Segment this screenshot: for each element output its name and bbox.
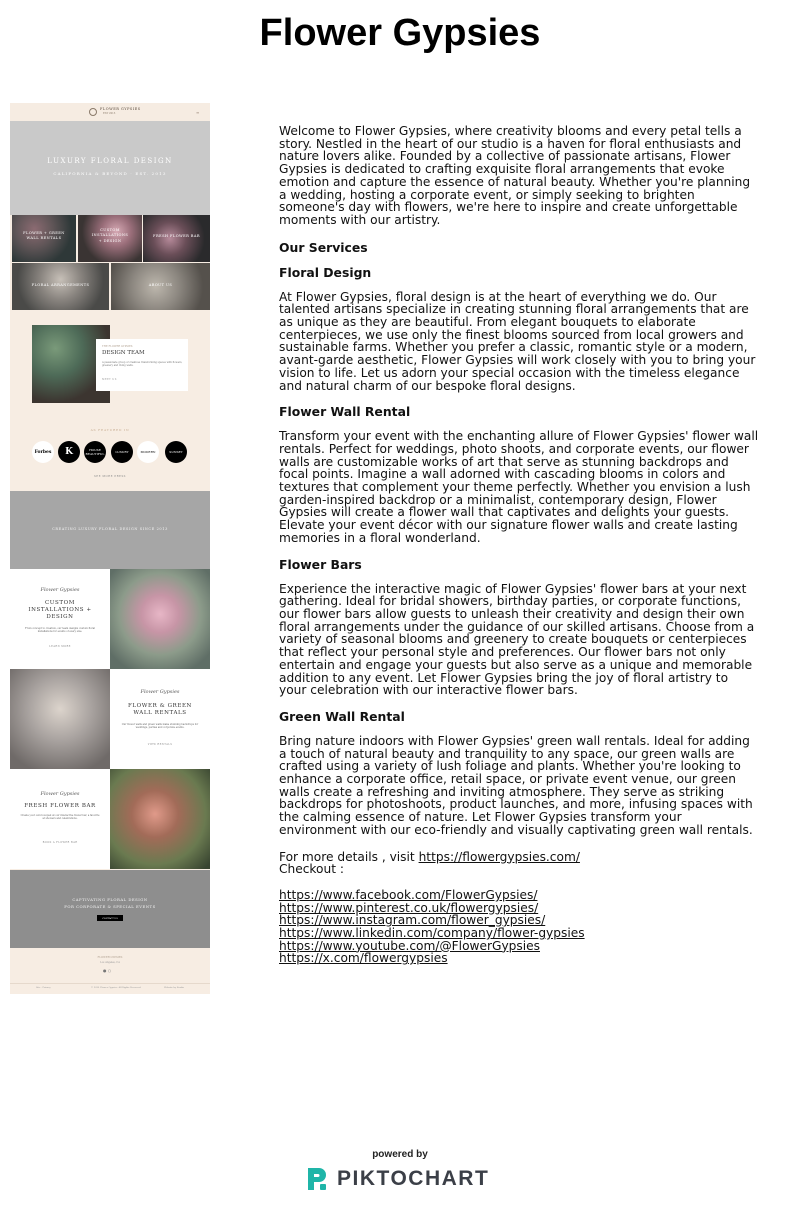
website-link[interactable]: https://flowergypsies.com/ <box>418 849 580 864</box>
press-logo: LUXURY <box>111 441 133 463</box>
section-body-green-wall: Bring nature indoors with Flower Gypsies' green wall rentals. Ideal for adding a touch of natural beauty and tranquility to any space, our green walls are crafted using a variety of lush foliage and plants. Whether you're looking to enhance a corporate office, retail space, or private event venue, our green walls create a refreshing and inviting atmosphere. They serve as striking backdrops for photoshoots, product launches, and more, infusing spaces with the calming essence of nature. Let Flower Gypsies transform your environment with our eco-friendly and visually captivating green wall rentals. <box>279 733 753 837</box>
mockup-footer-right: Website by Studio <box>164 986 184 989</box>
press-logo: K <box>58 441 80 463</box>
mockup-flowerbar-photo <box>110 769 210 869</box>
mockup-wall-photo <box>10 669 110 769</box>
section-body-flower-bars: Experience the interactive magic of Flower Gypsies' flower bars at your next gathering. Ideal for bridal showers, birthday parties, or corporate functions, our flower bars allow guests to unleash their creativity and design their own floral arrangements under the guidance of our skilled artisans. Choose from a variety of seasonal blooms and greenery to create bouquets or centerpieces that reflect your personal style and preferences. Our flower bars not only entertain and engage your guests but also serve as a unique and memorable addition to any event. Let Flower Gypsies bring the joy of floral artistry to your celebration with our interactive flower bars. <box>279 581 755 698</box>
mockup-team-link: MEET US <box>102 378 117 381</box>
mockup-hero-subtitle: CALIFORNIA & BEYOND · EST. 2013 <box>53 171 167 176</box>
mockup-footer <box>10 948 210 994</box>
website-mockup-image <box>10 103 210 994</box>
powered-by-label: powered by <box>372 1149 428 1160</box>
intro-paragraph: Welcome to Flower Gypsies, where creativity blooms and every petal tells a story. Nestled in the heart of our studio is a haven for floral enthusiasts and nature lovers alike. Founded by a collective of passionate artisans, Flower Gypsies is dedicated to crafting exquisite floral arrangements that evoke emotion and capture the essence of natural beauty. Whether you're planning a wedding, hosting a corporate event, or simply seeking to brighten someone's day with flowers, we're here to inspire and create unforgettable moments with our artistry. <box>279 124 751 227</box>
mockup-footer-logo: FLOWER GYPSIES <box>97 956 123 959</box>
mockup-tile <box>143 215 210 262</box>
mockup-service-title: CUSTOM INSTALLATIONS + DESIGN <box>28 600 92 621</box>
mockup-signature: Flower Gypsies <box>140 689 180 695</box>
checkout-label: Checkout : <box>279 862 344 877</box>
mockup-tile <box>12 263 109 310</box>
mockup-signature: Flower Gypsies <box>40 587 80 593</box>
article <box>279 125 759 965</box>
mockup-team-title: DESIGN TEAM <box>102 350 145 356</box>
mockup-service-link: BOOK A FLOWER BAR <box>42 841 78 844</box>
mockup-cta-text <box>10 896 210 910</box>
mockup-cta <box>10 870 210 948</box>
section-body-flower-wall: Transform your event with the enchanting allure of Flower Gypsies' flower wall rentals. Perfect for weddings, photo shoots, and corporate events, our flower walls are customizable works of art that serve as stunning backdrops and focal points. Imagine a wall adorned with cascading blooms in colors and textures that complement your theme perfectly. Whether you envision a lush garden-inspired backdrop or a minimalist, contemporary design, Flower Gypsies will create a flower wall that captivates and delights your guests. Elevate your event décor with our signature flower walls and create lasting memories in a floral wonderland. <box>279 429 759 545</box>
mockup-band <box>10 491 210 569</box>
page-title: Flower Gypsies <box>259 12 541 54</box>
mockup-service-title: FRESH FLOWER BAR <box>24 803 96 809</box>
facebook-link[interactable]: https://www.facebook.com/FlowerGypsies/ <box>279 887 538 902</box>
mockup-social-icons: ● ○ <box>103 968 112 973</box>
mockup-tile-label: CUSTOM INSTALLATIONS + DESIGN <box>91 228 129 243</box>
mockup-team-card <box>96 339 188 391</box>
mockup-logo-sub: EST 2013 <box>103 112 116 115</box>
section-heading-flower-bars: Flower Bars <box>279 556 362 572</box>
mockup-service-title: FLOWER & GREEN WALL RENTALS <box>128 703 192 717</box>
mockup-menu-icon: ≡ <box>196 110 200 115</box>
mockup-signature: Flower Gypsies <box>40 791 80 797</box>
piktochart-icon <box>305 1166 329 1192</box>
section-heading-flower-wall: Flower Wall Rental <box>279 404 411 420</box>
press-logo: SUNSET <box>165 441 187 463</box>
services-heading: Our Services <box>279 239 368 255</box>
mockup-featured-label: AS FEATURED IN <box>90 428 130 432</box>
more-details-prefix: For more details , visit <box>279 849 419 864</box>
mockup-service-body: Our flower walls and green walls make stunning backdrops for weddings, parties and corporate events. <box>121 723 199 730</box>
piktochart-wordmark: PIKTOCHART <box>337 1167 490 1190</box>
section-body-floral-design: At Flower Gypsies, floral design is at the heart of everything we do. Our talented artisans specialize in creating stunning floral arrangements that are as unique as they are beautiful. From elegant bouquets to elaborate centerpieces, we use only the finest blooms sourced from local growers and sustainable farms. Whether you prefer a classic, romantic style or a modern, avant-garde aesthetic, Flower Gypsies will work closely with you to bring your vision to life. Let us adorn your special occasion with the timeless elegance and natural charm of our bespoke floral designs. <box>279 289 756 393</box>
mockup-tile-label: FLORAL ARRANGEMENTS <box>31 283 90 287</box>
press-logo: Forbes <box>32 441 54 463</box>
mockup-service-body: From concept to creation, our team designs custom floral installations for events of every size. <box>25 627 95 634</box>
mockup-service-text <box>10 569 110 669</box>
section-heading-green-wall: Green Wall Rental <box>279 708 405 724</box>
section-heading-floral-design: Floral Design <box>279 264 372 280</box>
mockup-logo: FLOWER GYPSIES <box>100 107 141 111</box>
instagram-link[interactable]: https://www.instagram.com/flower_gypsies/ <box>279 913 546 928</box>
mockup-tile-label: FRESH FLOWER BAR <box>153 234 200 238</box>
mockup-tile <box>78 215 142 262</box>
mockup-installation-photo <box>110 569 210 669</box>
mockup-service-row <box>10 769 210 869</box>
social-links <box>279 889 759 965</box>
mockup-service-row <box>10 569 210 669</box>
mockup-logo-icon <box>89 108 97 116</box>
mockup-press-link: SEE MORE PRESS <box>94 475 126 478</box>
mockup-service-text <box>10 769 110 869</box>
press-logo: MODERN <box>137 441 159 463</box>
mockup-service-body: Create your own bouquet at our interactive flower bar, a favorite at showers and celebrations. <box>20 814 100 821</box>
mockup-team-text: A passionate group of creatives transforming spaces with flowers, greenery and living walls. <box>102 361 183 368</box>
mockup-footer-divider <box>10 983 210 984</box>
mockup-service-row <box>10 669 210 769</box>
mockup-cta-line: FOR CORPORATE & SPECIAL EVENTS <box>64 904 156 910</box>
linkedin-link[interactable]: https://www.linkedin.com/company/flower-gypsies <box>279 926 585 941</box>
mockup-service-link: VIEW RENTALS <box>147 743 173 746</box>
press-logo: HOUSE BEAUTIFUL <box>84 441 106 463</box>
pinterest-link[interactable]: https://www.pinterest.co.uk/flowergypsies/ <box>279 900 539 915</box>
x-link[interactable]: https://x.com/flowergypsies <box>279 951 448 966</box>
mockup-team-kicker: THE FLOWER GYPSIES <box>102 345 133 348</box>
mockup-tile-label: FLOWER + GREEN WALL RENTALS <box>23 231 65 241</box>
mockup-service-link: LEARN MORE <box>49 645 71 648</box>
mockup-nav <box>10 103 210 121</box>
mockup-footer-left: Site · Privacy <box>36 986 51 989</box>
mockup-footer-address: Los Angeles, CA <box>100 961 120 964</box>
more-details <box>279 851 759 864</box>
mockup-hero <box>10 121 210 215</box>
mockup-tile-label: ABOUT US <box>148 283 173 287</box>
mockup-tile <box>111 263 210 310</box>
youtube-link[interactable]: https://www.youtube.com/@FlowerGypsies <box>279 938 540 953</box>
mockup-cta-button: CONTACT US <box>97 915 123 921</box>
mockup-tile <box>12 215 76 262</box>
mockup-band-text: CREATING LUXURY FLORAL DESIGN SINCE 2013 <box>52 527 168 531</box>
mockup-footer-copyright: © 2024 Flower Gypsies. All Rights Reserved. <box>91 986 142 989</box>
mockup-hero-title: LUXURY FLORAL DESIGN <box>47 157 173 165</box>
mockup-cta-line: CAPTIVATING FLORAL DESIGN <box>72 897 148 902</box>
mockup-service-text <box>110 669 210 769</box>
piktochart-logo[interactable] <box>305 1164 489 1194</box>
